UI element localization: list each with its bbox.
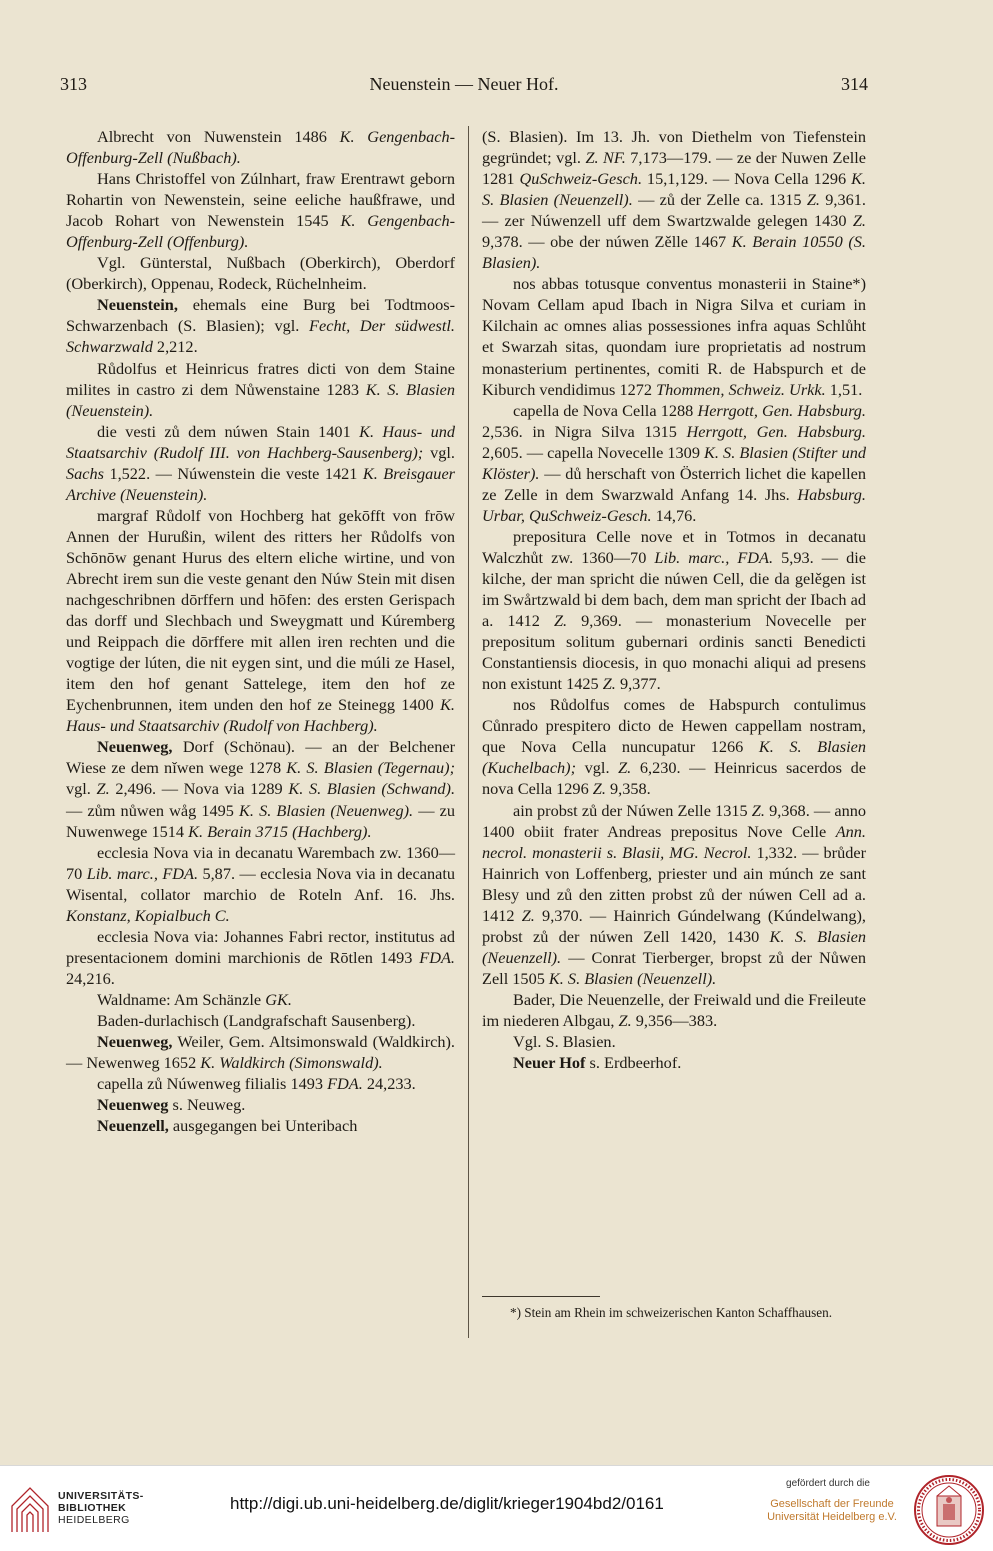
ub-logo-icon xyxy=(8,1480,52,1536)
running-header xyxy=(60,74,868,100)
paragraph: nos Růdolfus comes de Habspurch contulimus Cůnrado prespitero dicto de Hewen cappellam nostram, que Nova Cella nuncupatur 1266 K. S. Blasien (Kuchelbach); vgl. Z. 6,230. — Heinricus sacerdos de nova Cella 1296 Z. 9,358. xyxy=(482,695,866,799)
paragraph: Vgl. Günterstal, Nußbach (Oberkirch), Oberdorf (Oberkirch), Oppenau, Rodeck, Rüchelnheim. xyxy=(66,253,455,294)
paragraph: Waldname: Am Schänzle GK. xyxy=(96,989,292,1009)
library-name: UNIVERSITÄTS- BIBLIOTHEK HEIDELBERG xyxy=(58,1490,144,1526)
paragraph: ecclesia Nova via in decanatu Warembach zw. 1360—70 Lib. marc., FDA. 5,87. — ecclesia Nova via in decanatu Wisental, collator marchio de Roteln Anf. 16. Jhs. Konstanz, Kopialbuch C. xyxy=(66,842,455,925)
footer-bar xyxy=(0,1465,993,1551)
page-number-right: 314 xyxy=(841,74,868,94)
permalink-url[interactable]: http://digi.ub.uni-heidelberg.de/diglit/krieger1904bd2/0161 xyxy=(230,1494,664,1513)
paragraph: Neuenweg s. Neuweg. xyxy=(96,1095,246,1115)
support-label: gefördert durch die xyxy=(786,1478,870,1489)
paragraph: Hans Christoffel von Zúlnhart, fraw Erentrawt geborn Rohartin von Newenstein, seine eeliche haußfrawe, und Jacob Rohart von Newenstein 1545 K. Gengenbach-Offenburg-Zell (Offenburg). xyxy=(66,169,456,252)
paragraph: ecclesia Nova via: Johannes Fabri rector, institutus ad presentacionem domini marchionis de Rōtlen 1493 FDA. 24,216. xyxy=(66,926,455,988)
university-seal-icon xyxy=(913,1474,985,1546)
paragraph: Neuenzell, ausgegangen bei Unteribach xyxy=(96,1116,358,1136)
page-number-left: 313 xyxy=(60,74,87,94)
paragraph: Neuenstein, ehemals eine Burg bei Todtmoos-Schwarzenbach (S. Blasien); vgl. Fecht, Der südwestl. Schwarzwald 2,212. xyxy=(66,295,455,357)
paragraph: Neuer Hof s. Erdbeerhof. xyxy=(512,1053,682,1073)
paragraph: die vesti zů dem núwen Stain 1401 K. Haus- und Staatsarchiv (Rudolf III. von Hachberg-Sausenberg); vgl. Sachs 1,522. — Núwenstein die veste 1421 K. Breisgauer Archive (Neuenstein). xyxy=(66,421,456,504)
paragraph: Růdolfus et Heinricus fratres dicti von dem Staine milites in castro zi dem Nůwenstaine 1283 K. S. Blasien (Neuenstein). xyxy=(66,358,455,420)
paragraph: ain probst zů der Núwen Zelle 1315 Z. 9,368. — anno 1400 obiit frater Andreas prepositus Nove Celle Ann. necrol. monasterii s. Blasii, MG. Necrol. 1,332. — brůder Hainrich von Loffenberg, priester und ain múnch ze sant Blesy und zů den zitten probst zů der núwen Cell ad a. 1412 Z. 9,370. — Hainrich Gúndelwang (Kúndelwang), probst zů der núwen Zell 1420, 1430 K. S. Blasien (Neuenzell). — Conrat Tierberger, bropst zů der Nůwen Zell 1505 K. S. Blasien (Neuenzell). xyxy=(482,800,866,988)
footnote-rule xyxy=(482,1296,600,1297)
paragraph: capella zů Núwenweg filialis 1493 FDA. 24,233. xyxy=(96,1074,416,1094)
paragraph: capella de Nova Cella 1288 Herrgott, Gen. Habsburg. 2,536. in Nigra Silva 1315 Herrgott, Gen. Habsburg. 2,605. — capella Novecelle 1309 K. S. Blasien (Stifter und Klöster). — dů herschaft von Österrich lichet die kapellen ze Zelle in dem Swarzwald Anfang 14. Jhs. Habsburg. Urbar, QuSchweiz-Gesch. 14,76. xyxy=(482,400,867,525)
left-column xyxy=(66,126,455,1136)
paragraph: prepositura Celle nove et in Totmos in decanatu Walczhůt zw. 1360—70 Lib. marc., FDA. 5,93. — die kilche, der man spricht die núwen Cell, die da gelěgen ist im Swårtzwald bi dem bach, dem man spricht der Ibach ad a. 1412 Z. 9,369. — monasterium Novecelle per prepositum solitum gubernari ordinis sancti Benedicti Constantiensis diocesis, in quo monachi aliqui ad presens non existunt 1425 Z. 9,377. xyxy=(482,526,867,694)
paragraph: Albrecht von Nuwenstein 1486 K. Gengenbach-Offenburg-Zell (Nußbach). xyxy=(66,127,456,168)
society-name: Gesellschaft der Freunde Universität Heidelberg e.V. xyxy=(767,1498,897,1523)
running-title: Neuenstein — Neuer Hof. xyxy=(369,74,559,94)
paragraph: Neuenweg, Dorf (Schönau). — an der Belchener Wiese ze dem nǐwen wege 1278 K. S. Blasien (Tegernau); vgl. Z. 2,496. — Nova via 1289 K. S. Blasien (Schwand). — zům nůwen wåg 1495 K. S. Blasien (Neuenweg). — zu Nuwenwege 1514 K. Berain 3715 (Hachberg). xyxy=(66,737,456,841)
paragraph: (S. Blasien). Im 13. Jh. von Diethelm von Tiefenstein gegründet; vgl. Z. NF. 7,173—179. — ze der Nuwen Zelle 1281 QuSchweiz-Gesch. 15,1,129. — Nova Cella 1296 K. S. Blasien (Neuenzell). — zů der Zelle ca. 1315 Z. 9,361. — zer Núwenzell uff dem Swartzwalde gelegen 1430 Z. 9,378. — obe der núwen Zělle 1467 K. Berain 10550 (S. Blasien). xyxy=(482,127,866,273)
paragraph: Neuenweg, Weiler, Gem. Altsimonswald (Waldkirch). — Newenweg 1652 K. Waldkirch (Simonswald). xyxy=(66,1032,455,1073)
right-column xyxy=(482,126,866,1073)
paragraph: Vgl. S. Blasien. xyxy=(512,1032,616,1052)
paragraph: nos abbas totusque conventus monasterii in Staine*) Novam Cellam apud Ibach in Nigra Silva et curiam in Kilchain ac omnes alias possessiones infra aquas Schlůht et Swarzah sitas, quondam iure proprietatis ad nostrum monasterium pertinentes, comiti R. de Habspurch et de Kiburch vendidimus 1272 Thommen, Schweiz. Urkk. 1,51. xyxy=(482,274,866,399)
paragraph: margraf Růdolf von Hochberg hat gekōfft von frōw Annen der Hurußin, wilent des ritters her Růdolfs von Schōnōw genant Hurus des eltern eliche wirtine, und von Abrecht irem sun die veste genant den Núw Stein mit disen nachgeschribnen dōrffern und hōfen: des ersten Gerispach das dorff und Slechbach und Sweygmatt und Kúremberg und Reippach die dōrffere mit allen iren rechten und die vogtige der lúten, die nit eygen sint, und die múli ze Hasel, item den hof genant Sattelege, item den hof ze Eychenbrunnen, item unden den hof ze Steinegg 1400 K. Haus- und Staatsarchiv (Rudolf von Hachberg). xyxy=(66,505,455,736)
paragraph: Bader, Die Neuenzelle, der Freiwald und die Freileute im niederen Albgau, Z. 9,356—383. xyxy=(482,989,866,1030)
paragraph: Baden-durlachisch (Landgrafschaft Sausenberg). xyxy=(96,1010,416,1030)
footnote: *) Stein am Rhein im schweizerischen Kanton Schaffhausen. xyxy=(510,1305,833,1320)
column-divider xyxy=(468,126,469,1338)
